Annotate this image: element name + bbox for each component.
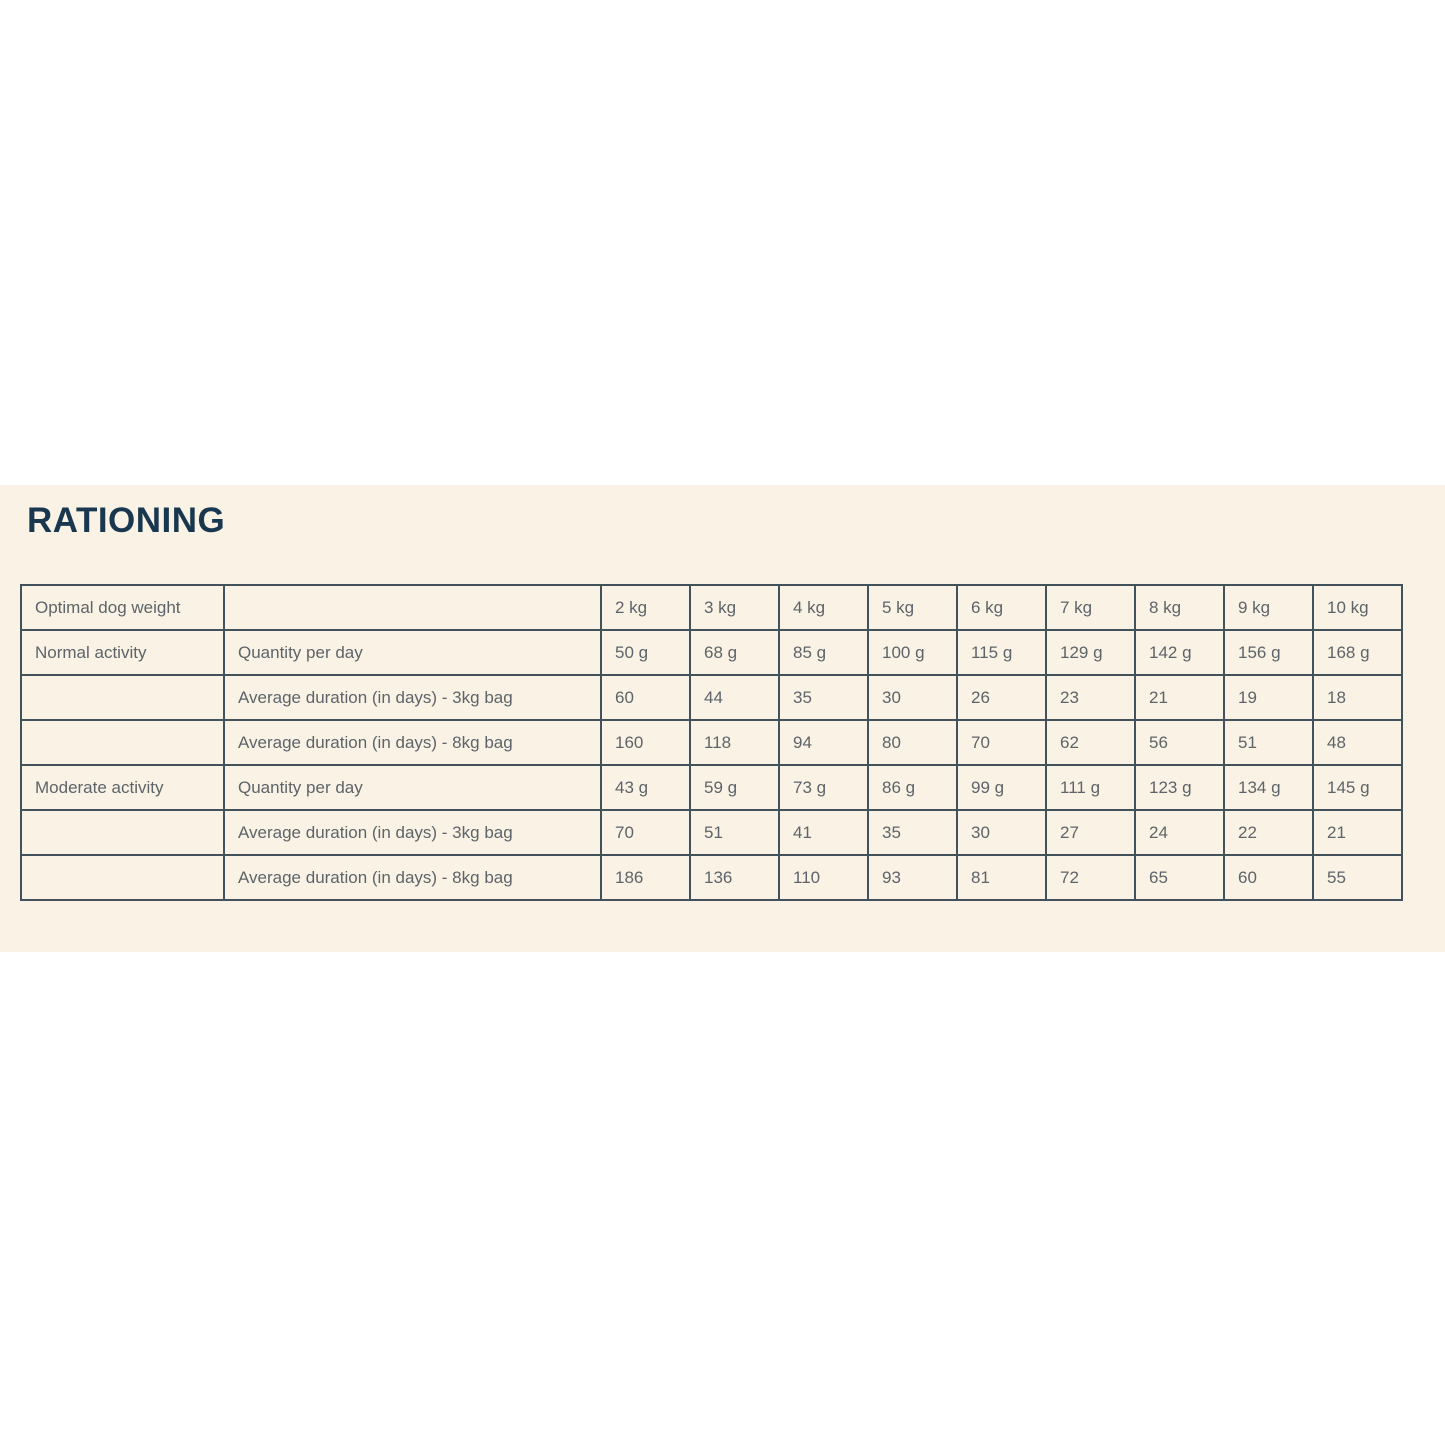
value-cell: 26	[957, 675, 1046, 720]
value-cell: 21	[1313, 810, 1402, 855]
value-cell: 22	[1224, 810, 1313, 855]
value-cell: 168 g	[1313, 630, 1402, 675]
value-cell: 186	[601, 855, 690, 900]
activity-label-cell: Normal activity	[21, 630, 224, 675]
weight-header-label: Optimal dog weight	[21, 585, 224, 630]
row-label-cell: Average duration (in days) - 8kg bag	[224, 855, 601, 900]
value-cell: 59 g	[690, 765, 779, 810]
row-label-cell: Average duration (in days) - 3kg bag	[224, 675, 601, 720]
value-cell: 70	[601, 810, 690, 855]
value-cell: 123 g	[1135, 765, 1224, 810]
value-cell: 72	[1046, 855, 1135, 900]
value-cell: 23	[1046, 675, 1135, 720]
row-label-cell: Quantity per day	[224, 765, 601, 810]
value-cell: 93	[868, 855, 957, 900]
value-cell: 41	[779, 810, 868, 855]
value-cell: 110	[779, 855, 868, 900]
value-cell: 85 g	[779, 630, 868, 675]
weight-column-header: 5 kg	[868, 585, 957, 630]
value-cell: 134 g	[1224, 765, 1313, 810]
value-cell: 129 g	[1046, 630, 1135, 675]
activity-label-cell	[21, 810, 224, 855]
value-cell: 156 g	[1224, 630, 1313, 675]
activity-label-cell	[21, 720, 224, 765]
value-cell: 94	[779, 720, 868, 765]
value-cell: 70	[957, 720, 1046, 765]
activity-label-cell	[21, 675, 224, 720]
value-cell: 115 g	[957, 630, 1046, 675]
rationing-section	[0, 485, 1445, 952]
row-label-cell: Average duration (in days) - 3kg bag	[224, 810, 601, 855]
value-cell: 18	[1313, 675, 1402, 720]
value-cell: 80	[868, 720, 957, 765]
activity-label-cell	[21, 855, 224, 900]
value-cell: 56	[1135, 720, 1224, 765]
value-cell: 62	[1046, 720, 1135, 765]
value-cell: 48	[1313, 720, 1402, 765]
value-cell: 68 g	[690, 630, 779, 675]
value-cell: 24	[1135, 810, 1224, 855]
table-row	[21, 630, 1402, 675]
value-cell: 111 g	[1046, 765, 1135, 810]
row-label-cell: Average duration (in days) - 8kg bag	[224, 720, 601, 765]
row-label-cell: Quantity per day	[224, 630, 601, 675]
value-cell: 100 g	[868, 630, 957, 675]
value-cell: 27	[1046, 810, 1135, 855]
value-cell: 30	[868, 675, 957, 720]
weight-column-header: 3 kg	[690, 585, 779, 630]
table-row	[21, 810, 1402, 855]
section-title: RATIONING	[27, 501, 226, 540]
value-cell: 50 g	[601, 630, 690, 675]
value-cell: 51	[690, 810, 779, 855]
value-cell: 43 g	[601, 765, 690, 810]
value-cell: 86 g	[868, 765, 957, 810]
value-cell: 44	[690, 675, 779, 720]
weight-column-header: 2 kg	[601, 585, 690, 630]
weight-column-header: 10 kg	[1313, 585, 1402, 630]
weight-column-header: 8 kg	[1135, 585, 1224, 630]
table-row	[21, 765, 1402, 810]
table-row	[21, 855, 1402, 900]
rationing-table	[20, 584, 1403, 901]
weight-column-header: 6 kg	[957, 585, 1046, 630]
value-cell: 81	[957, 855, 1046, 900]
value-cell: 73 g	[779, 765, 868, 810]
empty-header-cell	[224, 585, 601, 630]
value-cell: 35	[868, 810, 957, 855]
activity-label-cell: Moderate activity	[21, 765, 224, 810]
value-cell: 65	[1135, 855, 1224, 900]
table-row	[21, 675, 1402, 720]
table-header-row	[21, 585, 1402, 630]
value-cell: 35	[779, 675, 868, 720]
value-cell: 136	[690, 855, 779, 900]
value-cell: 145 g	[1313, 765, 1402, 810]
value-cell: 30	[957, 810, 1046, 855]
value-cell: 55	[1313, 855, 1402, 900]
value-cell: 19	[1224, 675, 1313, 720]
value-cell: 160	[601, 720, 690, 765]
value-cell: 118	[690, 720, 779, 765]
value-cell: 60	[601, 675, 690, 720]
value-cell: 51	[1224, 720, 1313, 765]
value-cell: 142 g	[1135, 630, 1224, 675]
value-cell: 21	[1135, 675, 1224, 720]
weight-column-header: 9 kg	[1224, 585, 1313, 630]
weight-column-header: 7 kg	[1046, 585, 1135, 630]
value-cell: 99 g	[957, 765, 1046, 810]
value-cell: 60	[1224, 855, 1313, 900]
table-row	[21, 720, 1402, 765]
weight-column-header: 4 kg	[779, 585, 868, 630]
rationing-table-body	[21, 585, 1402, 900]
